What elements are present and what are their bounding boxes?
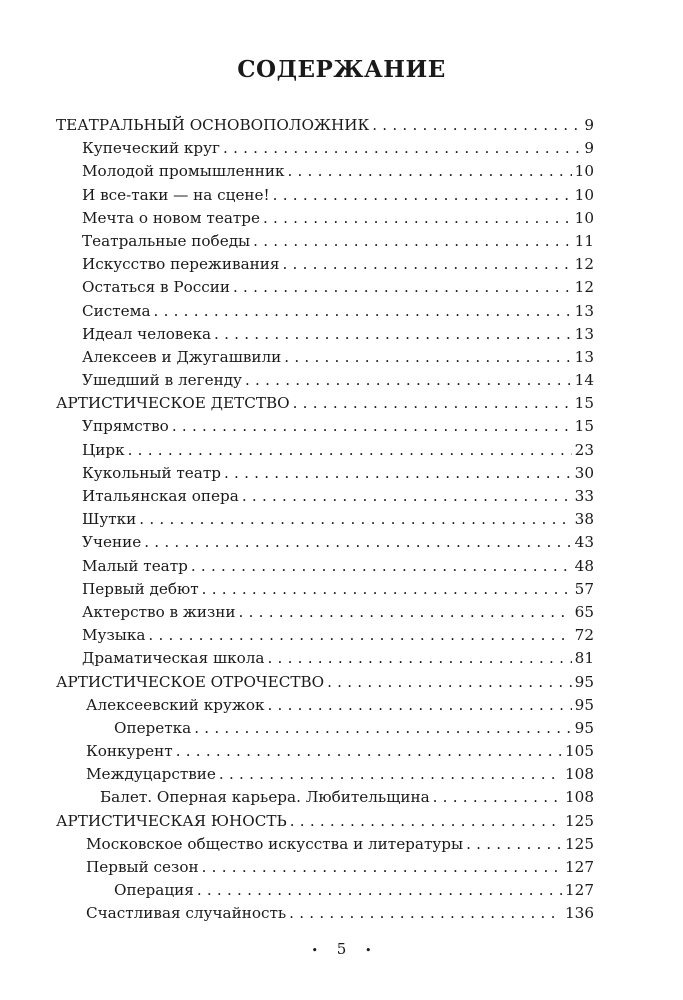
- toc-entry-page: 105: [565, 742, 594, 761]
- toc-entry-title: Купеческий круг: [82, 139, 221, 158]
- toc-entry-title: Операция: [114, 881, 194, 900]
- toc-entry-title: Цирк: [82, 440, 125, 459]
- toc-entry: [56, 624, 594, 647]
- toc-entry: [56, 578, 594, 601]
- toc-entry-title: Молодой промышленник: [82, 162, 285, 181]
- toc-entry-page: 15: [574, 394, 594, 413]
- toc-entry-title: Ушедший в легенду: [82, 371, 242, 390]
- toc-entry-title: АРТИСТИЧЕСКОЕ ДЕТСТВО: [56, 394, 290, 413]
- toc-entry-page: 14: [574, 371, 594, 390]
- dot-leader: [284, 346, 571, 369]
- toc-entry-title: ТЕАТРАЛЬНЫЙ ОСНОВОПОЛОЖНИК: [56, 116, 370, 134]
- dot-leader: [273, 184, 572, 207]
- dot-leader: [245, 369, 572, 392]
- toc-entry-title: Музыка: [82, 626, 146, 645]
- toc-entry-page: 12: [574, 278, 594, 297]
- toc-entry: [56, 508, 594, 531]
- toc-entry-page: 95: [574, 695, 594, 714]
- toc-entry-title: АРТИСТИЧЕСКАЯ ЮНОСТЬ: [56, 811, 287, 830]
- dot-leader: [293, 392, 572, 415]
- toc-entry: [56, 740, 594, 763]
- toc-entry: [56, 439, 594, 462]
- toc-entry-title: Балет. Оперная карьера. Любительщина: [100, 788, 430, 807]
- dot-leader: [176, 740, 562, 763]
- toc-entry-page: 13: [574, 324, 594, 343]
- toc-entry: [56, 902, 594, 925]
- toc-entry-title: Счастливая случайность: [86, 904, 287, 923]
- toc-entry: [56, 323, 594, 346]
- toc-entry-page: 48: [574, 556, 594, 575]
- toc-entry-page: 125: [565, 834, 594, 853]
- toc-entry-page: 30: [574, 463, 594, 482]
- toc-entry-page: 12: [574, 255, 594, 274]
- dot-leader: [191, 555, 572, 578]
- dot-leader: [214, 323, 572, 346]
- dot-leader: [466, 833, 562, 856]
- dot-leader: [287, 160, 571, 183]
- dot-leader: [233, 276, 572, 299]
- toc-entry-page: 23: [574, 440, 594, 459]
- toc-entry-title: Упрямство: [82, 417, 169, 436]
- dot-leader: [139, 508, 571, 531]
- toc-entry-page: 136: [565, 904, 594, 923]
- table-of-contents: [56, 114, 594, 926]
- toc-entry: [56, 810, 594, 833]
- footer-bullet-right: •: [365, 943, 372, 957]
- dot-leader: [268, 694, 572, 717]
- toc-entry-title: Идеал человека: [82, 324, 212, 343]
- toc-entry: [56, 369, 594, 392]
- toc-entry-page: 33: [574, 487, 594, 505]
- toc-entry: [56, 114, 594, 137]
- dot-leader: [197, 879, 562, 902]
- toc-entry-page: 127: [565, 881, 594, 900]
- toc-entry: [56, 763, 594, 786]
- toc-entry-title: Первый дебют: [82, 579, 199, 598]
- toc-entry: [56, 717, 594, 740]
- toc-entry-page: 13: [574, 301, 594, 320]
- toc-entry-page: 10: [574, 162, 594, 181]
- toc-entry-title: Искусство переживания: [82, 255, 280, 274]
- dot-leader: [263, 207, 572, 230]
- toc-entry: [56, 647, 594, 670]
- toc-entry-page: 38: [574, 510, 594, 529]
- dot-leader: [267, 647, 571, 670]
- toc-entry-title: Система: [82, 301, 151, 320]
- toc-entry-title: Мечта о новом театре: [82, 208, 260, 227]
- toc-entry-title: Итальянская опера: [82, 487, 239, 505]
- toc-entry-page: 10: [574, 208, 594, 227]
- toc-entry: [56, 392, 594, 415]
- toc-entry-page: 95: [574, 718, 594, 737]
- toc-entry: [56, 137, 594, 160]
- toc-entry: [56, 415, 594, 438]
- toc-entry: [56, 485, 594, 508]
- toc-entry-page: 72: [574, 626, 594, 645]
- dot-leader: [327, 671, 572, 694]
- toc-entry: [56, 879, 594, 902]
- toc-entry-page: 65: [574, 602, 594, 621]
- toc-entry: [56, 462, 594, 485]
- dot-leader: [289, 902, 562, 925]
- toc-entry-page: 9: [584, 139, 594, 158]
- toc-entry-page: 95: [574, 672, 594, 691]
- dot-leader: [290, 810, 562, 833]
- toc-entry: [56, 230, 594, 253]
- toc-entry: [56, 253, 594, 276]
- toc-entry-page: 13: [574, 347, 594, 366]
- toc-entry-title: Алексеев и Джугашвили: [82, 347, 282, 366]
- toc-entry: [56, 346, 594, 369]
- dot-leader: [194, 717, 571, 740]
- toc-entry-page: 108: [565, 788, 594, 807]
- dot-leader: [128, 439, 572, 462]
- toc-entry: [56, 207, 594, 230]
- toc-entry: [56, 300, 594, 323]
- dot-leader: [202, 578, 572, 601]
- dot-leader: [172, 415, 572, 438]
- toc-entry-page: 10: [574, 185, 594, 204]
- toc-entry-page: 125: [565, 811, 594, 830]
- dot-leader: [239, 601, 572, 624]
- toc-entry-title: Первый сезон: [86, 858, 199, 876]
- dot-leader: [242, 485, 572, 508]
- toc-entry: [56, 856, 594, 879]
- dot-leader: [202, 856, 562, 879]
- toc-entry-title: Остаться в России: [82, 278, 230, 297]
- toc-entry: [56, 833, 594, 856]
- dot-leader: [148, 624, 571, 647]
- page-number: 5: [336, 940, 347, 958]
- toc-entry-page: 81: [574, 649, 594, 668]
- toc-entry-title: И все-таки — на сцене!: [82, 185, 270, 204]
- dot-leader: [219, 763, 562, 786]
- toc-entry-title: Шутки: [82, 510, 137, 529]
- toc-entry-title: Актерство в жизни: [82, 602, 236, 621]
- toc-entry-page: 57: [574, 579, 594, 598]
- toc-entry-page: 108: [565, 765, 594, 784]
- toc-entry-title: Учение: [82, 533, 142, 552]
- toc-entry-title: Московское общество искусства и литературы: [86, 834, 464, 853]
- toc-entry-title: АРТИСТИЧЕСКОЕ ОТРОЧЕСТВО: [56, 672, 325, 691]
- toc-entry-title: Оперетка: [114, 718, 192, 737]
- toc-entry: [56, 671, 594, 694]
- toc-entry-title: Драматическая школа: [82, 649, 265, 668]
- footer-bullet-left: •: [311, 943, 318, 957]
- dot-leader: [154, 300, 572, 323]
- dot-leader: [144, 531, 571, 554]
- dot-leader: [223, 137, 581, 160]
- page-footer: [0, 940, 683, 958]
- toc-entry-page: 127: [565, 858, 594, 876]
- page-title: СОДЕРЖАНИЕ: [237, 56, 446, 83]
- dot-leader: [433, 786, 562, 809]
- toc-entry-title: Малый театр: [82, 556, 188, 575]
- toc-entry-page: 15: [574, 417, 594, 436]
- toc-entry-title: Междуцарствие: [86, 765, 216, 784]
- dot-leader: [224, 462, 572, 485]
- toc-entry: [56, 694, 594, 717]
- dot-leader: [253, 230, 572, 253]
- dot-leader: [282, 253, 571, 276]
- toc-entry-title: Театральные победы: [82, 231, 251, 250]
- toc-entry-page: 9: [584, 116, 594, 134]
- toc-entry-page: 11: [574, 231, 594, 250]
- toc-entry-title: Кукольный театр: [82, 463, 221, 482]
- toc-entry: [56, 531, 594, 554]
- toc-entry: [56, 276, 594, 299]
- toc-entry-page: 43: [574, 533, 594, 552]
- toc-entry: [56, 601, 594, 624]
- dot-leader: [372, 114, 581, 137]
- toc-entry: [56, 184, 594, 207]
- toc-entry-title: Алексеевский кружок: [86, 695, 265, 714]
- toc-entry-title: Конкурент: [86, 742, 173, 761]
- toc-entry: [56, 160, 594, 183]
- toc-entry: [56, 786, 594, 809]
- toc-entry: [56, 555, 594, 578]
